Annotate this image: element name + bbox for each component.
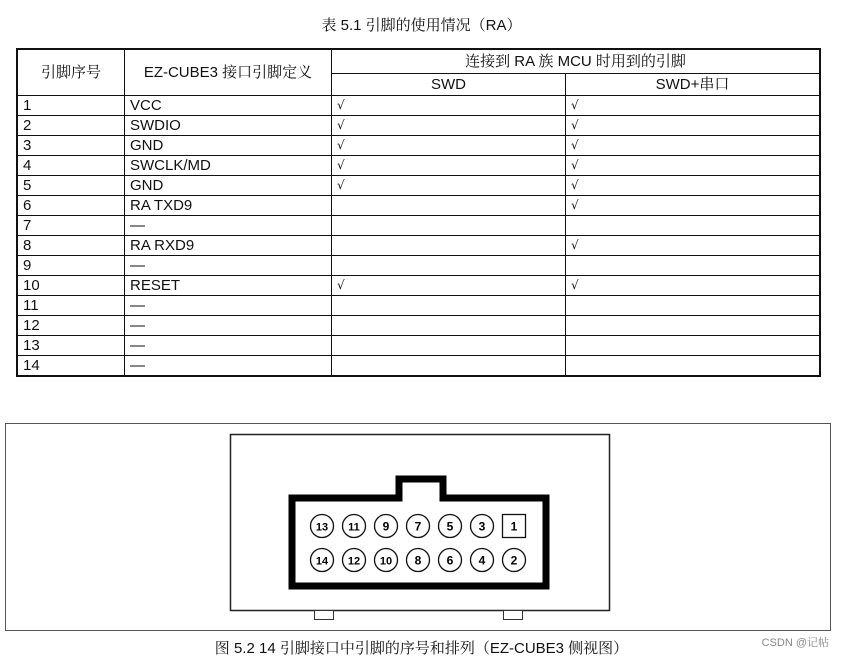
cell-pin-def: GND bbox=[125, 135, 332, 155]
svg-text:8: 8 bbox=[414, 553, 422, 568]
cell-pin-def: — bbox=[125, 315, 332, 335]
cell-pin-def: GND bbox=[125, 175, 332, 195]
cell-pin-def: SWDIO bbox=[125, 115, 332, 135]
cell-pin-no: 6 bbox=[17, 195, 125, 215]
svg-text:14: 14 bbox=[315, 555, 329, 568]
pin-11 bbox=[343, 515, 366, 538]
cell-pin-no: 11 bbox=[17, 295, 125, 315]
pin-2 bbox=[503, 549, 526, 572]
cell-pin-no: 5 bbox=[17, 175, 125, 195]
pin-1 bbox=[503, 515, 526, 538]
cell-pin-def: — bbox=[125, 295, 332, 315]
header-pin-no: 引脚序号 bbox=[17, 49, 125, 95]
header-pin-def: EZ-CUBE3 接口引脚定义 bbox=[125, 49, 332, 95]
cell-pin-no: 9 bbox=[17, 255, 125, 275]
cell-swd: √ bbox=[332, 175, 566, 195]
pin-7 bbox=[407, 515, 430, 538]
pin-3 bbox=[471, 515, 494, 538]
pin-5 bbox=[439, 515, 462, 538]
cell-pin-def: RESET bbox=[125, 275, 332, 295]
watermark: CSDN @记帖 bbox=[761, 637, 829, 649]
cell-swd: √ bbox=[332, 155, 566, 175]
svg-text:10: 10 bbox=[379, 555, 393, 568]
cell-pin-def: — bbox=[125, 335, 332, 355]
cell-pin-no: 8 bbox=[17, 235, 125, 255]
svg-text:7: 7 bbox=[414, 519, 422, 534]
pin-4 bbox=[471, 549, 494, 572]
svg-text:11: 11 bbox=[348, 521, 360, 534]
header-group: 连接到 RA 族 MCU 时用到的引脚 bbox=[332, 49, 821, 73]
pin-10 bbox=[375, 549, 398, 572]
svg-text:4: 4 bbox=[478, 553, 486, 568]
cell-swd: √ bbox=[332, 275, 566, 295]
cell-swd-serial: √ bbox=[566, 275, 821, 295]
header-swd-serial: SWD+串口 bbox=[566, 73, 821, 95]
pin-8 bbox=[407, 549, 430, 572]
svg-text:6: 6 bbox=[446, 553, 454, 568]
cell-swd: √ bbox=[332, 115, 566, 135]
cell-pin-no: 1 bbox=[17, 95, 125, 115]
cell-swd-serial: √ bbox=[566, 115, 821, 135]
cell-pin-no: 7 bbox=[17, 215, 125, 235]
cell-swd-serial: √ bbox=[566, 95, 821, 115]
cell-swd-serial: √ bbox=[566, 135, 821, 155]
svg-text:1: 1 bbox=[510, 519, 518, 534]
svg-text:5: 5 bbox=[446, 519, 454, 534]
pin-14 bbox=[311, 549, 334, 572]
cell-pin-no: 12 bbox=[17, 315, 125, 335]
svg-text:13: 13 bbox=[315, 521, 329, 534]
cell-pin-no: 3 bbox=[17, 135, 125, 155]
device-foot-right bbox=[504, 611, 523, 620]
header-swd: SWD bbox=[332, 73, 566, 95]
table-title: 表 5.1 引脚的使用情况（RA） bbox=[321, 17, 522, 34]
pin-6 bbox=[439, 549, 462, 572]
svg-text:2: 2 bbox=[510, 553, 518, 568]
cell-swd-serial: √ bbox=[566, 155, 821, 175]
pin-13 bbox=[311, 515, 334, 538]
svg-text:3: 3 bbox=[478, 519, 486, 534]
cell-pin-no: 14 bbox=[17, 355, 125, 376]
figure-caption: 图 5.2 14 引脚接口中引脚的序号和排列（EZ-CUBE3 侧视图） bbox=[214, 640, 629, 657]
cell-pin-no: 10 bbox=[17, 275, 125, 295]
pin-9 bbox=[375, 515, 398, 538]
cell-pin-def: RA RXD9 bbox=[125, 235, 332, 255]
cell-swd-serial: √ bbox=[566, 235, 821, 255]
pin-12 bbox=[343, 549, 366, 572]
svg-text:9: 9 bbox=[382, 519, 390, 534]
cell-pin-def: RA TXD9 bbox=[125, 195, 332, 215]
cell-swd-serial: √ bbox=[566, 195, 821, 215]
cell-pin-no: 2 bbox=[17, 115, 125, 135]
cell-pin-no: 13 bbox=[17, 335, 125, 355]
cell-pin-def: VCC bbox=[125, 95, 332, 115]
cell-swd-serial: √ bbox=[566, 175, 821, 195]
cell-swd: √ bbox=[332, 135, 566, 155]
cell-pin-def: — bbox=[125, 355, 332, 376]
cell-swd: √ bbox=[332, 95, 566, 115]
cell-pin-def: — bbox=[125, 255, 332, 275]
cell-pin-no: 4 bbox=[17, 155, 125, 175]
svg-text:12: 12 bbox=[347, 555, 361, 568]
cell-pin-def: — bbox=[125, 215, 332, 235]
device-foot-left bbox=[315, 611, 334, 620]
cell-pin-def: SWCLK/MD bbox=[125, 155, 332, 175]
